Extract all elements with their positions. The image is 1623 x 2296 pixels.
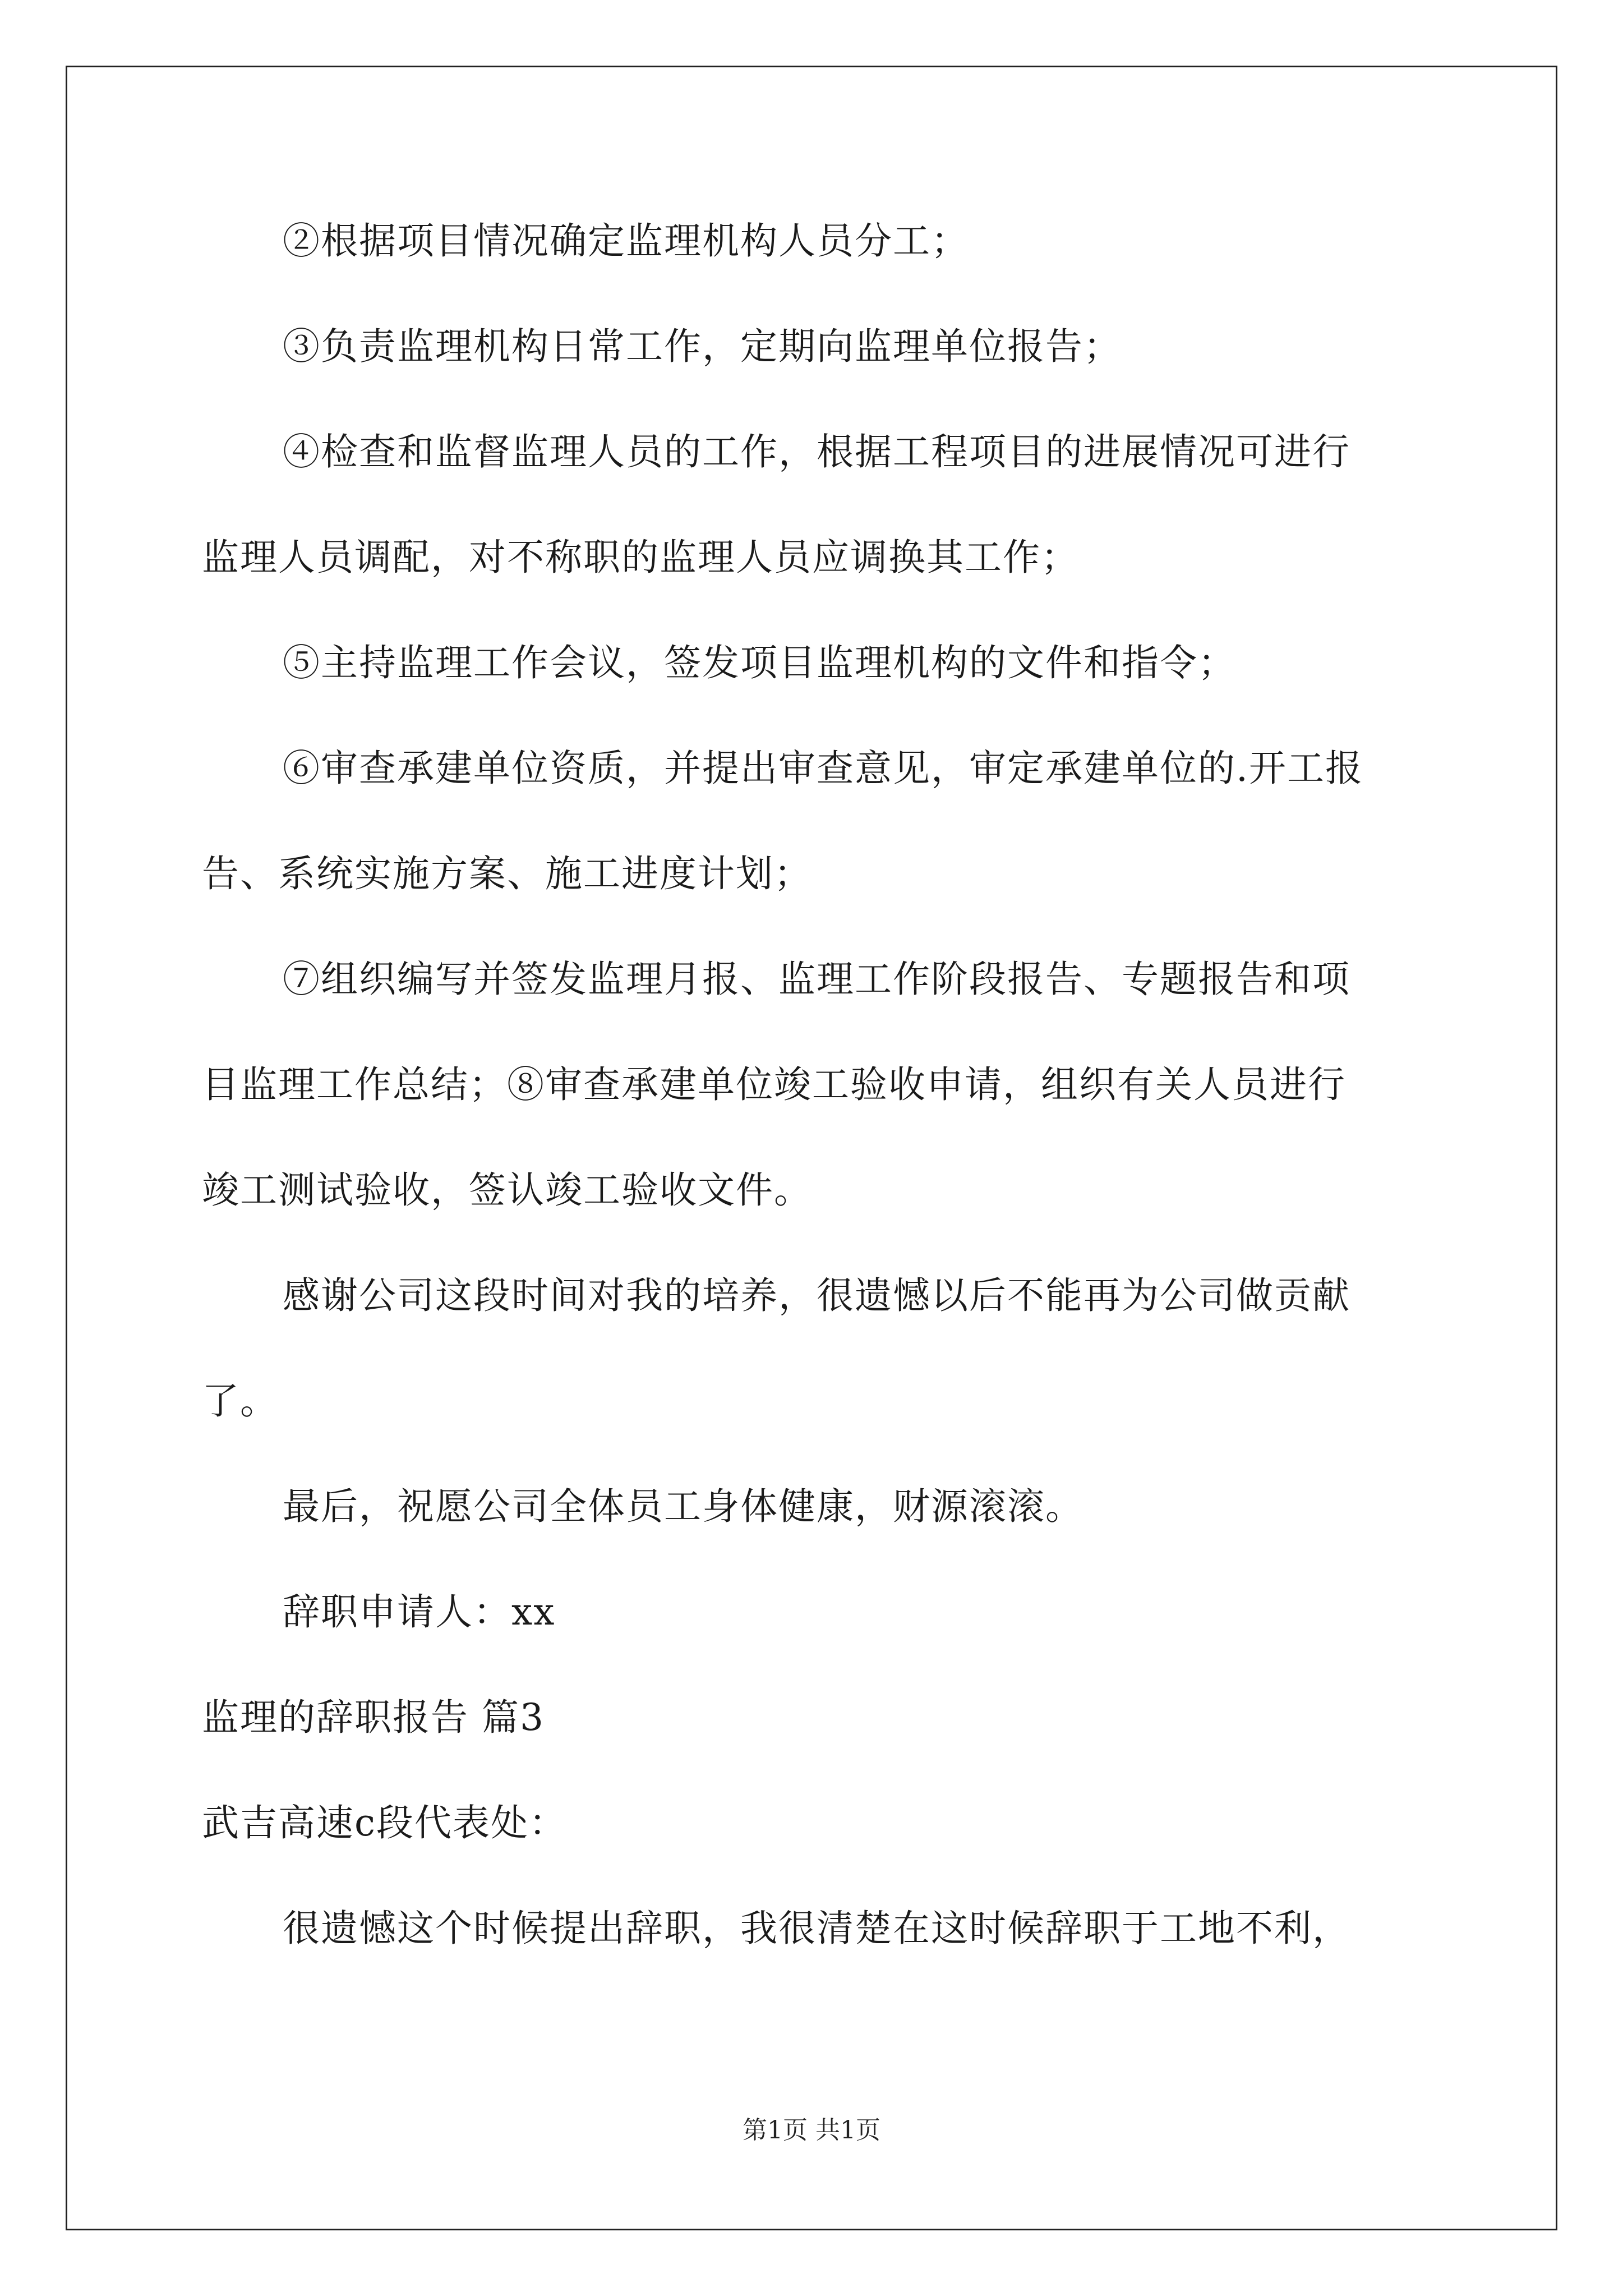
text-line: 目监理工作总结；⑧审查承建单位竣工验收申请，组织有关人员进行 xyxy=(202,1063,1346,1106)
text-line: ⑦组织编写并签发监理月报、监理工作阶段报告、专题报告和项 xyxy=(283,958,1350,1001)
text-line: 最后，祝愿公司全体员工身体健康，财源滚滚。 xyxy=(283,1485,1083,1528)
text-line: 感谢公司这段时间对我的培养，很遗憾以后不能再为公司做贡献 xyxy=(283,1274,1350,1317)
text-line: 告、系统实施方案、施工进度计划； xyxy=(202,852,812,895)
text-line: 监理人员调配，对不称职的监理人员应调换其工作； xyxy=(202,536,1079,579)
page-footer: 第1页 共1页 xyxy=(743,2116,880,2145)
text-line: ④检查和监督监理人员的工作，根据工程项目的进展情况可进行 xyxy=(283,430,1350,473)
text-line: ⑤主持监理工作会议，签发项目监理机构的文件和指令； xyxy=(283,641,1236,684)
text-line: ③负责监理机构日常工作，定期向监理单位报告； xyxy=(283,325,1122,368)
text-line: 很遗憾这个时候提出辞职，我很清楚在这时候辞职于工地不利， xyxy=(283,1907,1350,1950)
signature-line: 辞职申请人：xx xyxy=(283,1590,556,1634)
text-line: ②根据项目情况确定监理机构人员分工； xyxy=(283,219,969,263)
salutation: 武吉高速c段代表处： xyxy=(202,1801,567,1844)
text-line: ⑥审查承建单位资质，并提出审查意见，审定承建单位的.开工报 xyxy=(283,747,1363,790)
section-heading: 监理的辞职报告 篇3 xyxy=(202,1696,545,1739)
text-line: 竣工测试验收，签认竣工验收文件。 xyxy=(202,1168,812,1212)
text-line: 了。 xyxy=(202,1379,278,1423)
